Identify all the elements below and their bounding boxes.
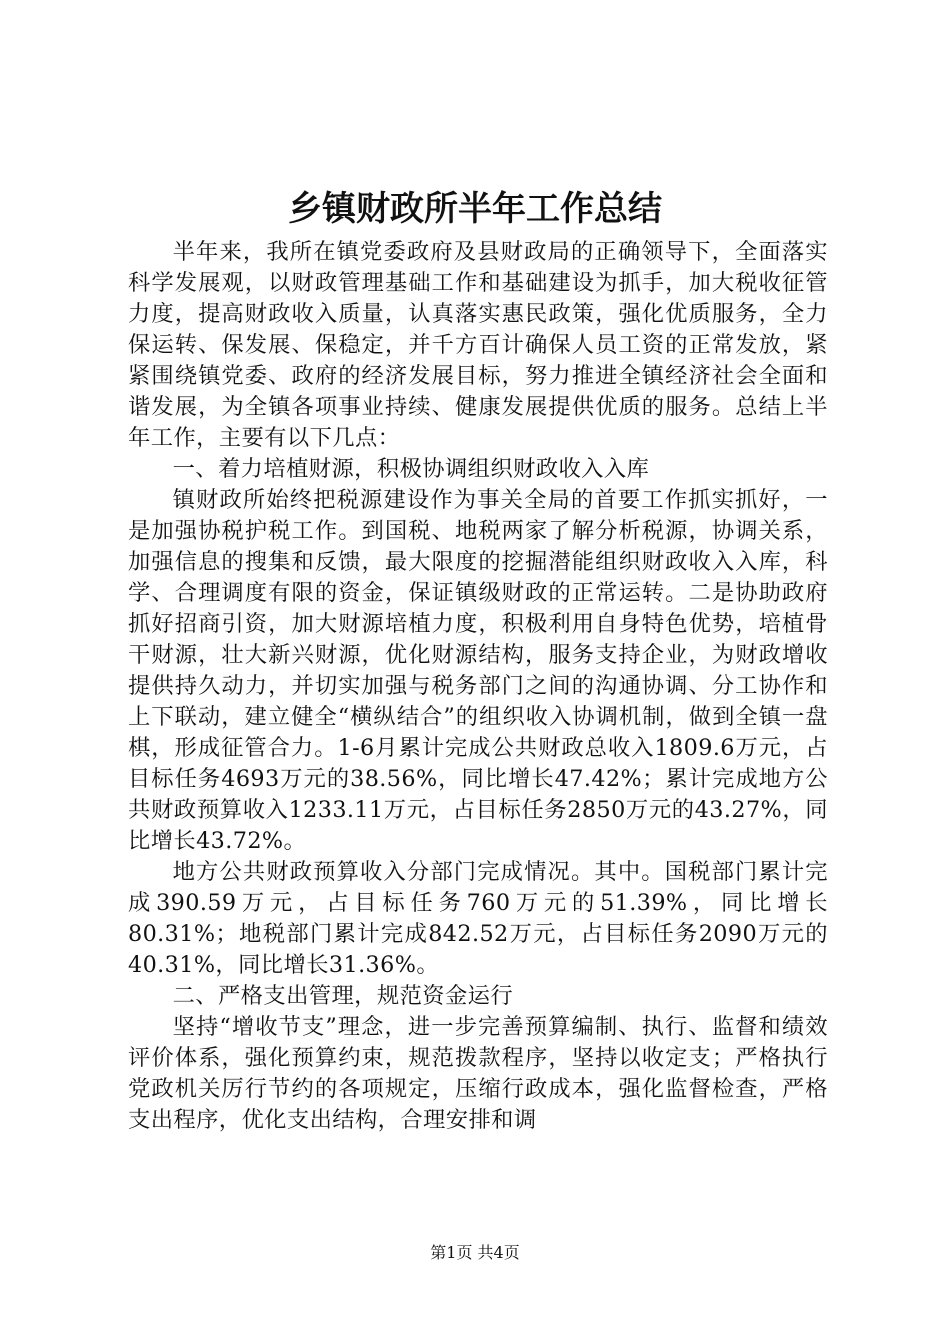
paragraph-revenue: 镇财政所始终把税源建设作为事关全局的首要工作抓实抓好，一是加强协税护税工作。到国税、地税两家了解分析税源，协调关系，加强信息的搜集和反馈，最大限度的挖掘潜能组织财政收入入库，科学、合理调度有限的资金，保证镇级财政的正常运转。二是协助政府抓好招商引资，加大财源培植力度，积极利用自身特色优势，培植骨干财源，壮大新兴财源，优化财源结构，服务支持企业，为财政增收提供持久动力，并切实加强与税务部门之间的沟通协调、分工协作和上下联动，建立健全“横纵结合”的组织收入协调机制，做到全镇一盘棋，形成征管合力。1-6月累计完成公共财政总收入1809.6万元，占目标任务4693万元的38.56%，同比增长47.42%；累计完成地方公共财政预算收入1233.11万元，占目标任务2850万元的43.27%，同比增长43.72%。: [128, 487, 828, 854]
paragraph-department-revenue: 地方公共财政预算收入分部门完成情况。其中。国税部门累计完成390.59万元，占目标任务760万元的51.39%，同比增长80.31%；地税部门累计完成842.52万元，占目标任务2090万元的40.31%，同比增长31.36%。: [128, 859, 828, 978]
section-heading-2: 二、严格支出管理，规范资金运行: [172, 983, 514, 1009]
document-body: [128, 237, 828, 1136]
paragraph-expenditure: 坚持“增收节支”理念，进一步完善预算编制、执行、监督和绩效评价体系，强化预算约束，规范拨款程序，坚持以收定支；严格执行党政机关厉行节约的各项规定，压缩行政成本，强化监督检查，严格支出程序，优化支出结构，合理安排和调: [128, 1014, 828, 1133]
paragraph-intro: 半年来，我所在镇党委政府及县财政局的正确领导下，全面落实科学发展观，以财政管理基础工作和基础建设为抓手，加大税收征管力度，提高财政收入质量，认真落实惠民政策，强化优质服务，全力保运转、保发展、保稳定，并千方百计确保人员工资的正常发放，紧紧围绕镇党委、政府的经济发展目标，努力推进全镇经济社会全面和谐发展，为全镇各项事业持续、健康发展提供优质的服务。总结上半年工作，主要有以下几点：: [128, 239, 828, 451]
page-footer: 第1页 共4页: [430, 1243, 520, 1262]
document-title: 乡镇财政所半年工作总结: [288, 189, 662, 229]
section-heading-1: 一、着力培植财源，积极协调组织财政收入入库: [172, 456, 650, 482]
